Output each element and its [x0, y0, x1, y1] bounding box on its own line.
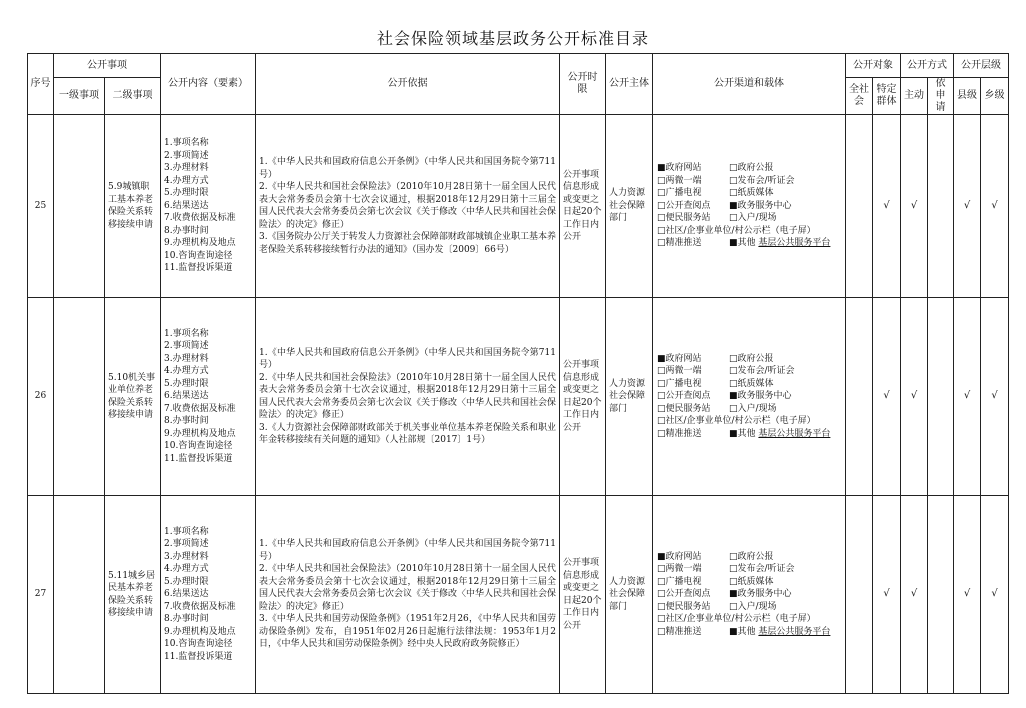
channel-item: □精准推送 [657, 626, 702, 637]
header-level2: 二级事项 [105, 78, 161, 115]
content-item: 9.办理机构及地点 [164, 428, 236, 439]
channel-item: □入户/现场 [729, 601, 777, 612]
content-item: 2.事项简述 [164, 341, 209, 352]
channel-item: □精准推送 [657, 428, 702, 439]
row-level2: 5.10机关事业单位养老保险关系转移接续申请 [105, 298, 161, 496]
header-target-specific: 特定群体 [873, 78, 901, 115]
row-target-all [846, 496, 873, 694]
row-level-town: √ [981, 298, 1009, 496]
row-method-active: √ [901, 496, 928, 694]
basis-item: 1.《中华人民共和国政府信息公开条例》（中华人民共和国国务院令第711号） [259, 157, 556, 180]
basis-item: 2.《中华人民共和国社会保险法》（2010年10月28日第十一届全国人民代表大会常务委员会第十七次会议通过，根据2018年12月29日第十三届全国人民代表大会常务委员会第七次会议《关于修改〈中华人民共和国社会保险法〉的决定》修正） [259, 564, 557, 612]
row-time-limit: 公开事项信息形成或变更之日起20个工作日内公开 [560, 496, 606, 694]
row-method-active: √ [901, 298, 928, 496]
row-level1 [54, 115, 105, 298]
header-method: 公开方式 [901, 54, 954, 78]
basis-item: 1.《中华人民共和国政府信息公开条例》（中华人民共和国国务院令第711号） [259, 539, 556, 562]
header-content: 公开内容（要素） [161, 54, 256, 115]
row-basis [256, 115, 560, 298]
content-item: 6.结果送达 [164, 589, 209, 600]
channel-item: ■政府网站 [657, 353, 702, 364]
channel-item: □公开查阅点 [657, 200, 711, 211]
content-item: 6.结果送达 [164, 200, 209, 211]
content-item: 4.办理方式 [164, 175, 209, 186]
row-subject: 人力资源社会保障部门 [606, 115, 653, 298]
header-method-request: 依申请 [928, 78, 954, 115]
channel-item: □广播电视 [657, 378, 702, 389]
page-title: 社会保险领域基层政务公开标准目录 [376, 29, 649, 48]
channel-other-text: 基层公共服务平台 [758, 238, 831, 249]
content-item: 1.事项名称 [164, 328, 209, 339]
channel-other-text: 基层公共服务平台 [758, 626, 831, 637]
channel-item: □广播电视 [657, 576, 702, 587]
content-item: 11.监督投诉渠道 [164, 651, 233, 662]
content-item: 3.办理材料 [164, 163, 209, 174]
content-item: 8.办事时间 [164, 614, 209, 625]
channel-item: □政府公报 [729, 353, 774, 364]
channel-item: □公开查阅点 [657, 589, 711, 600]
content-item: 2.事项简述 [164, 539, 209, 550]
header-level-town: 乡级 [981, 78, 1009, 115]
content-item: 8.办事时间 [164, 416, 209, 427]
content-item: 10.咨询查询途径 [164, 441, 233, 452]
channel-item: ■其他 [729, 238, 756, 249]
channel-item: □便民服务站 [657, 403, 711, 414]
row-level-town: √ [981, 115, 1009, 298]
content-item: 10.咨询查询途径 [164, 639, 233, 650]
row-channels [653, 496, 846, 694]
content-item: 11.监督投诉渠道 [164, 453, 233, 464]
row-channels [653, 115, 846, 298]
row-basis [256, 298, 560, 496]
row-seq: 26 [28, 298, 54, 496]
channel-item: □纸质媒体 [729, 378, 774, 389]
content-item: 8.办事时间 [164, 225, 209, 236]
row-content [161, 298, 256, 496]
content-item: 9.办理机构及地点 [164, 626, 236, 637]
row-method-request [928, 496, 954, 694]
row-level-county: √ [954, 496, 981, 694]
header-seq: 序号 [28, 54, 54, 115]
channel-item: □社区/企事业单位/村公示栏（电子屏） [657, 416, 816, 427]
content-item: 5.办理时限 [164, 188, 209, 199]
channel-item: □两微一端 [657, 366, 702, 377]
content-item: 1.事项名称 [164, 138, 209, 149]
channel-item: □两微一端 [657, 175, 702, 186]
channel-item: □两微一端 [657, 564, 702, 575]
channel-item: ■政府网站 [657, 551, 702, 562]
header-level-county: 县级 [954, 78, 981, 115]
row-basis [256, 496, 560, 694]
channel-item: ■政务服务中心 [729, 589, 792, 600]
row-level2: 5.11城乡居民基本养老保险关系转移接续申请 [105, 496, 161, 694]
basis-item: 2.《中华人民共和国社会保险法》（2010年10月28日第十一届全国人民代表大会常务委员会第十七次会议通过，根据2018年12月29日第十三届全国人民代表大会常务委员会第七次会议《关于修改〈中华人民共和国社会保险法〉的决定》修正） [259, 182, 557, 230]
content-item: 10.咨询查询途径 [164, 250, 233, 261]
row-method-request [928, 115, 954, 298]
channel-item: □社区/企事业单位/村公示栏（电子屏） [657, 225, 816, 236]
table-row [28, 496, 1009, 694]
row-target-all [846, 115, 873, 298]
row-subject: 人力资源社会保障部门 [606, 496, 653, 694]
header-time-limit: 公开时限 [560, 54, 606, 115]
row-target-specific: √ [873, 496, 901, 694]
header-level1: 一级事项 [54, 78, 105, 115]
content-item: 9.办理机构及地点 [164, 238, 236, 249]
content-item: 6.结果送达 [164, 391, 209, 402]
row-level2: 5.9城镇职工基本养老保险关系转移接续申请 [105, 115, 161, 298]
header-channels: 公开渠道和载体 [653, 54, 846, 115]
channel-item: □政府公报 [729, 163, 774, 174]
channel-item: □发布会/听证会 [729, 175, 795, 186]
channel-item: □发布会/听证会 [729, 564, 795, 575]
row-subject: 人力资源社会保障部门 [606, 298, 653, 496]
basis-item: 3.《国务院办公厅关于转发人力资源社会保障部财政部城镇企业职工基本养老保险关系转移接续暂行办法的通知》（国办发〔2009〕66号） [259, 232, 556, 255]
content-item: 5.办理时限 [164, 378, 209, 389]
header-method-active: 主动 [901, 78, 928, 115]
channel-item: □精准推送 [657, 238, 702, 249]
row-level-town: √ [981, 496, 1009, 694]
row-target-all [846, 298, 873, 496]
header-target: 公开对象 [846, 54, 901, 78]
channel-item: ■政府网站 [657, 163, 702, 174]
content-item: 7.收费依据及标准 [164, 213, 236, 224]
row-time-limit: 公开事项信息形成或变更之日起20个工作日内公开 [560, 298, 606, 496]
row-channels [653, 298, 846, 496]
basis-item: 3.《人力资源社会保障部财政部关于机关事业单位基本养老保险关系和职业年金转移接续有关问题的通知》（人社部规〔2017〕1号） [259, 422, 556, 445]
channel-item: □纸质媒体 [729, 188, 774, 199]
content-item: 4.办理方式 [164, 366, 209, 377]
header-subject: 公开主体 [606, 54, 653, 115]
row-seq: 27 [28, 496, 54, 694]
table-row [28, 298, 1009, 496]
row-content [161, 115, 256, 298]
header-target-all: 全社会 [846, 78, 873, 115]
catalog-table [27, 53, 1009, 694]
row-target-specific: √ [873, 115, 901, 298]
channel-item: ■其他 [729, 626, 756, 637]
content-item: 1.事项名称 [164, 526, 209, 537]
row-method-request [928, 298, 954, 496]
channel-item: □发布会/听证会 [729, 366, 795, 377]
row-method-active: √ [901, 115, 928, 298]
content-item: 2.事项简述 [164, 150, 209, 161]
row-level-county: √ [954, 298, 981, 496]
table-row [28, 115, 1009, 298]
channel-item: □纸质媒体 [729, 576, 774, 587]
row-level1 [54, 496, 105, 694]
header-basis: 公开依据 [256, 54, 560, 115]
row-target-specific: √ [873, 298, 901, 496]
content-item: 11.监督投诉渠道 [164, 263, 233, 274]
content-item: 5.办理时限 [164, 576, 209, 587]
content-item: 4.办理方式 [164, 564, 209, 575]
channel-item: □公开查阅点 [657, 391, 711, 402]
basis-item: 3.《中华人民共和国劳动保险条例》（1951年2月26，《中华人民共和国劳动保险条例》发布，自1951年02月26日起施行法律法规：1953年1月2日，《中华人民共和国劳动保险条例》经中央人民政府政务院修正） [259, 614, 556, 650]
content-item: 3.办理材料 [164, 551, 209, 562]
row-level-county: √ [954, 115, 981, 298]
channel-item: □便民服务站 [657, 213, 711, 224]
content-item: 3.办理材料 [164, 353, 209, 364]
channel-item: □政府公报 [729, 551, 774, 562]
row-seq: 25 [28, 115, 54, 298]
content-item: 7.收费依据及标准 [164, 601, 236, 612]
row-content [161, 496, 256, 694]
content-item: 7.收费依据及标准 [164, 403, 236, 414]
channel-item: ■其他 [729, 428, 756, 439]
channel-item: □便民服务站 [657, 601, 711, 612]
channel-item: □广播电视 [657, 188, 702, 199]
channel-item: □入户/现场 [729, 213, 777, 224]
channel-other-text: 基层公共服务平台 [758, 428, 831, 439]
header-level: 公开层级 [954, 54, 1009, 78]
header-matter: 公开事项 [54, 54, 161, 78]
channel-item: ■政务服务中心 [729, 391, 792, 402]
channel-item: ■政务服务中心 [729, 200, 792, 211]
channel-item: □入户/现场 [729, 403, 777, 414]
basis-item: 2.《中华人民共和国社会保险法》（2010年10月28日第十一届全国人民代表大会常务委员会第十七次会议通过，根据2018年12月29日第十三届全国人民代表大会常务委员会第七次会议《关于修改〈中华人民共和国社会保险法〉的决定》修正） [259, 372, 557, 420]
row-level1 [54, 298, 105, 496]
row-time-limit: 公开事项信息形成或变更之日起20个工作日内公开 [560, 115, 606, 298]
channel-item: □社区/企事业单位/村公示栏（电子屏） [657, 614, 816, 625]
basis-item: 1.《中华人民共和国政府信息公开条例》（中华人民共和国国务院令第711号） [259, 347, 556, 370]
